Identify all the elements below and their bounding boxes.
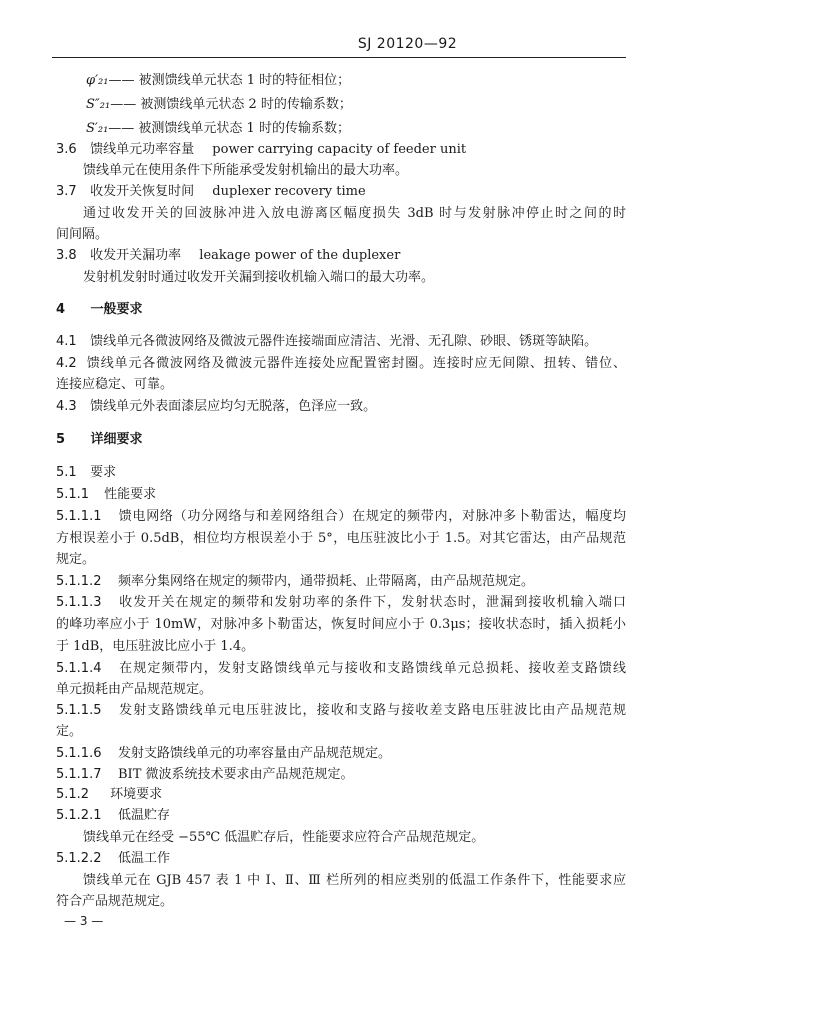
section-text: BIT 微波系统技术要求由产品规范规定。 xyxy=(118,767,354,782)
section-number: 4 xyxy=(56,302,66,317)
section-5-1-1-heading xyxy=(56,487,626,503)
section-text: 馈电网络（功分网络与和差网络组合）在规定的频带内，对脉冲多卜勒雷达，幅度均 xyxy=(118,509,626,524)
definition-symbol: φ′₂₁ xyxy=(86,73,109,88)
section-number: 5.1.1.7 xyxy=(56,767,102,782)
section-5-1-1-1-line-1 xyxy=(56,509,626,525)
section-5-1-1-1-line-2: 方根误差小于 0.5dB，相位均方根误差小于 5°，电压驻波比小于 1.5。对其它雷达，由产品规范 xyxy=(56,531,626,546)
section-5-1-heading xyxy=(56,465,626,481)
section-title-english: duplexer recovery time xyxy=(212,184,366,199)
section-5-1-2-1-heading xyxy=(56,808,626,824)
section-number: 5.1.1 xyxy=(56,487,90,502)
section-text: 馈线单元各微波网络及微波元器件连接端面应清洁、光滑、无孔隙、砂眼、锈斑等缺陷。 xyxy=(90,334,598,349)
section-title: 馈线单元功率容量 xyxy=(90,142,195,157)
section-number: 5.1.1.6 xyxy=(56,746,102,761)
section-5-1-1-6 xyxy=(56,746,626,762)
section-4-heading xyxy=(56,302,626,318)
definition-text: —— 被测馈线单元状态 1 时的特征相位； xyxy=(108,73,351,88)
section-title: 收发开关恢复时间 xyxy=(90,184,195,199)
section-number: 5.1.1.1 xyxy=(56,509,102,524)
section-number: 4.2 xyxy=(56,356,77,371)
section-5-1-2-2-body-line-1: 馈线单元在 GJB 457 表 1 中 Ⅰ、Ⅱ、Ⅲ 栏所列的相应类别的低温工作条件下，性能要求应 xyxy=(83,873,626,888)
section-4-2-line-1 xyxy=(56,356,626,372)
section-title: 环境要求 xyxy=(110,787,163,802)
section-3-6-body: 馈线单元在使用条件下所能承受发射机输出的最大功率。 xyxy=(83,163,409,178)
section-text: 收发开关在规定的频带和发射功率的条件下，发射状态时，泄漏到接收机输入端口 xyxy=(118,595,626,610)
section-number: 4.3 xyxy=(56,399,77,414)
section-3-8-body: 发射机发射时通过收发开关漏到接收机输入端口的最大功率。 xyxy=(83,270,435,285)
section-5-1-1-5-line-2: 定。 xyxy=(56,724,83,739)
section-5-1-2-2-body-line-2: 符合产品规范规定。 xyxy=(56,894,174,909)
section-number: 5.1.1.4 xyxy=(56,661,102,676)
section-5-1-1-7 xyxy=(56,767,626,783)
section-number: 5.1.1.3 xyxy=(56,595,102,610)
section-title: 要求 xyxy=(90,465,117,480)
section-5-1-1-2 xyxy=(56,574,626,590)
definition-phi xyxy=(86,73,656,89)
section-title-english: power carrying capacity of feeder unit xyxy=(212,142,467,157)
section-5-1-1-3-line-1 xyxy=(56,595,626,611)
definition-symbol: S″₂₁ xyxy=(86,97,111,112)
section-3-7-body-line-2: 间间隔。 xyxy=(56,227,109,242)
section-3-8-heading xyxy=(56,248,626,264)
section-5-1-1-1-line-3: 规定。 xyxy=(56,552,96,567)
section-text: 频率分集网络在规定的频带内，通带损耗、止带隔离，由产品规范规定。 xyxy=(118,574,535,589)
section-number: 5 xyxy=(56,432,66,447)
section-5-1-1-4-line-2: 单元损耗由产品规范规定。 xyxy=(56,682,213,697)
definition-text: —— 被测馈线单元状态 1 时的传输系数； xyxy=(108,121,350,136)
section-title: 低温贮存 xyxy=(118,808,171,823)
section-title-english: leakage power of the duplexer xyxy=(199,248,401,263)
section-5-1-2-2-heading xyxy=(56,851,626,867)
section-5-1-2-1-body: 馈线单元在经受 −55℃ 低温贮存后，性能要求应符合产品规范规定。 xyxy=(83,830,485,845)
definition-text: —— 被测馈线单元状态 2 时的传输系数； xyxy=(110,97,352,112)
section-4-3 xyxy=(56,399,626,415)
section-text: 馈线单元各微波网络及微波元器件连接处应配置密封圈。连接时应无间隙、扭转、错位、 xyxy=(86,356,626,371)
section-5-1-1-3-line-3: 于 1dB，电压驻波比应小于 1.4。 xyxy=(56,639,255,654)
definition-symbol: S′₂₁ xyxy=(86,121,109,136)
section-4-1 xyxy=(56,334,626,350)
section-text: 发射支路馈线单元电压驻波比，接收和支路与接收差支路电压驻波比由产品规范规 xyxy=(118,703,626,718)
section-number: 3.7 xyxy=(56,184,77,199)
section-3-7-body-line-1: 通过收发开关的回波脉冲进入放电游离区幅度损失 3dB 时与发射脉冲停止时之间的时 xyxy=(83,206,626,221)
section-number: 3.8 xyxy=(56,248,77,263)
section-5-1-1-3-line-2: 的峰功率应小于 10mW，对脉冲多卜勒雷达，恢复时间应小于 0.3μs；接收状态时，插入损耗小 xyxy=(56,617,626,632)
definition-s1 xyxy=(86,121,656,137)
section-title: 收发开关漏功率 xyxy=(90,248,182,263)
section-text: 发射支路馈线单元的功率容量由产品规范规定。 xyxy=(118,746,392,761)
section-5-heading xyxy=(56,432,626,448)
section-4-2-line-2: 连接应稳定、可靠。 xyxy=(56,377,174,392)
section-number: 4.1 xyxy=(56,334,77,349)
section-text: 馈线单元外表面漆层应均匀无脱落，色泽应一致。 xyxy=(90,399,377,414)
section-number: 5.1.1.5 xyxy=(56,703,102,718)
header-rule xyxy=(52,57,626,58)
section-number: 5.1.2 xyxy=(56,787,90,802)
definition-s2 xyxy=(86,97,656,113)
section-number: 5.1 xyxy=(56,465,77,480)
section-text: 在规定频带内，发射支路馈线单元与接收和支路馈线单元总损耗、接收差支路馈线 xyxy=(118,661,626,676)
section-5-1-1-5-line-1 xyxy=(56,703,626,719)
section-title: 详细要求 xyxy=(90,432,143,447)
section-5-1-1-4-line-1 xyxy=(56,661,626,677)
section-3-6-heading xyxy=(56,142,626,158)
section-5-1-2-heading xyxy=(56,787,626,803)
section-number: 5.1.2.1 xyxy=(56,808,102,823)
section-number: 5.1.1.2 xyxy=(56,574,102,589)
section-number: 5.1.2.2 xyxy=(56,851,102,866)
section-number: 3.6 xyxy=(56,142,77,157)
section-title: 性能要求 xyxy=(104,487,157,502)
standard-number-header: SJ 20120—92 xyxy=(357,36,458,52)
section-3-7-heading xyxy=(56,184,626,200)
section-title: 低温工作 xyxy=(118,851,171,866)
page-number: — 3 — xyxy=(64,914,104,928)
section-title: 一般要求 xyxy=(90,302,143,317)
